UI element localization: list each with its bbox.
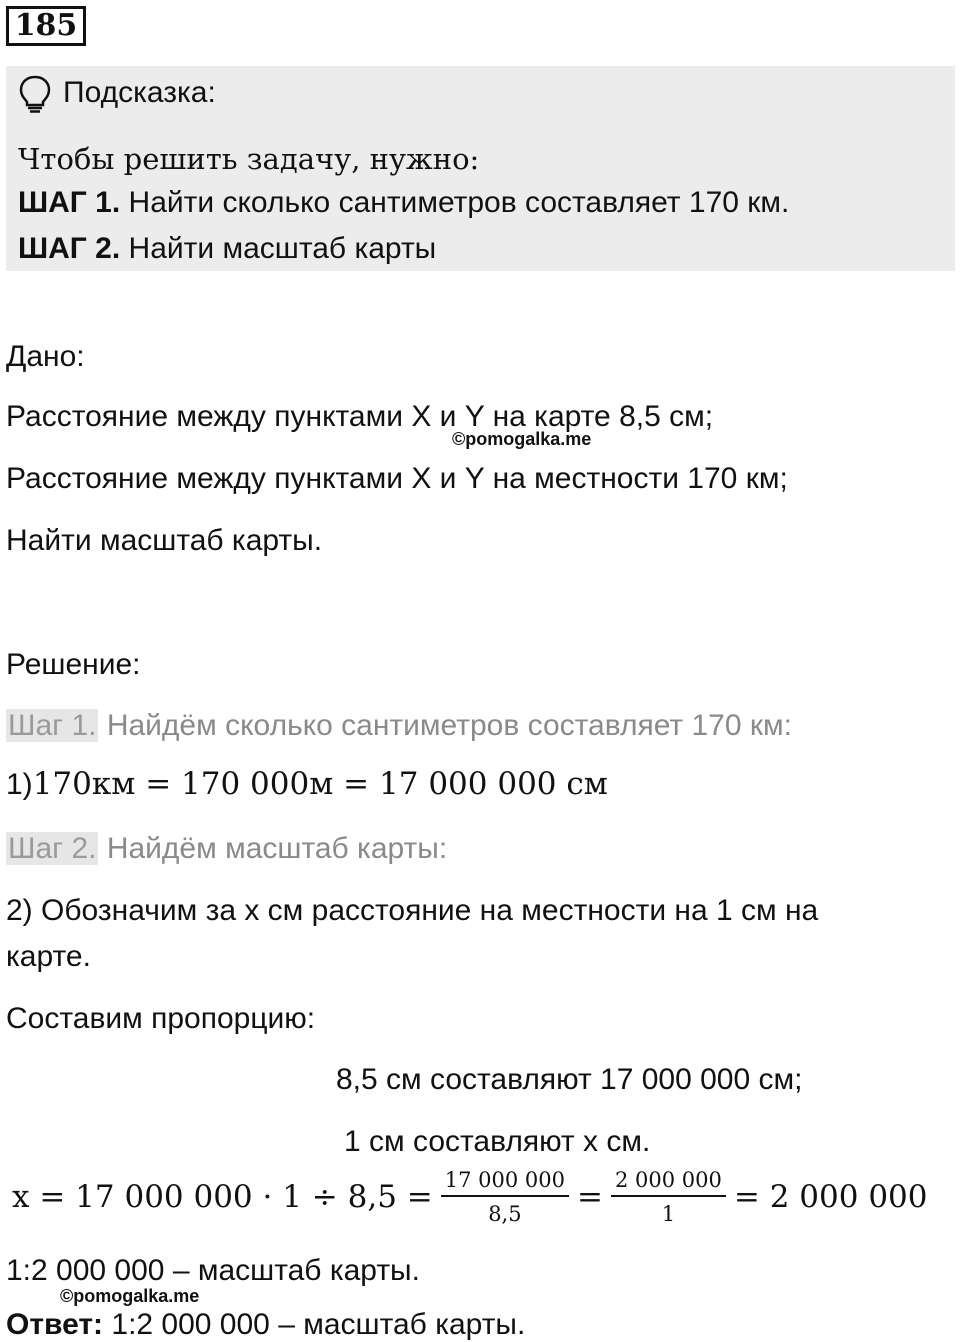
- lightbulb-icon: [18, 74, 52, 114]
- task-number: 185: [6, 6, 86, 46]
- given-heading: Дано:: [6, 340, 85, 373]
- fraction-2-denominator: 1: [661, 1202, 676, 1226]
- equation-2-mid: =: [577, 1179, 603, 1215]
- proportion-intro: Составим пропорцию:: [6, 1002, 316, 1035]
- scale-line: 1:2 000 000 – масштаб карты.: [6, 1254, 420, 1287]
- solution-step-2-label: Шаг 2.: [8, 832, 97, 865]
- solution-step-1: [6, 709, 792, 743]
- given-line-3: Найти масштаб карты.: [6, 524, 323, 557]
- answer-label: Ответ:: [6, 1308, 104, 1341]
- fraction-1: [441, 1167, 569, 1227]
- equation-1-prefix: 1): [6, 768, 33, 801]
- solution-step-2: [6, 832, 447, 866]
- paragraph-2-line-1: 2) Обозначим за x см расстояние на местности на 1 см на: [6, 894, 819, 927]
- watermark-bottom: ©pomogalka.me: [60, 1286, 200, 1306]
- hint-step-2-label: ШАГ 2.: [18, 232, 121, 265]
- equation-2-lhs: x = 17 000 000 · 1 ÷ 8,5 =: [12, 1179, 433, 1215]
- equation-1-math: 170км = 170 000м = 17 000 000 см: [32, 766, 608, 802]
- equation-2-rhs: = 2 000 000: [733, 1179, 928, 1215]
- hint-step-1-text: Найти сколько сантиметров составляет 170 км.: [120, 186, 790, 219]
- hint-step-2-text: Найти масштаб карты: [120, 232, 437, 265]
- hint-step-1: [18, 186, 789, 220]
- equation-2: [12, 1166, 928, 1228]
- solution-step-2-text: Найдём масштаб карты:: [98, 832, 448, 865]
- hint-step-1-label: ШАГ 1.: [18, 186, 121, 219]
- proportion-line-1: 8,5 см составляют 17 000 000 см;: [336, 1063, 803, 1096]
- hint-step-2: [18, 232, 436, 266]
- given-line-1: Расстояние между пунктами X и Y на карте 8,5 см;: [6, 400, 714, 433]
- solution-step-1-text: Найдём сколько сантиметров составляет 170 км:: [98, 709, 792, 742]
- hint-title: Подсказка:: [63, 76, 216, 109]
- watermark-top: ©pomogalka.me: [452, 429, 592, 449]
- fraction-1-numerator: 17 000 000: [441, 1167, 569, 1197]
- equation-1: [6, 766, 608, 802]
- answer-text: 1:2 000 000 – масштаб карты.: [103, 1308, 526, 1341]
- given-line-2: Расстояние между пунктами X и Y на местности 170 км;: [6, 462, 788, 495]
- fraction-1-denominator: 8,5: [488, 1202, 522, 1226]
- hint-intro: Чтобы решить задачу, нужно:: [18, 142, 480, 176]
- solution-heading: Решение:: [6, 648, 141, 681]
- fraction-2-numerator: 2 000 000: [611, 1167, 726, 1197]
- fraction-2: [611, 1167, 726, 1227]
- proportion-line-2: 1 см составляют x см.: [344, 1125, 651, 1158]
- answer-line: [6, 1308, 525, 1342]
- solution-step-1-label: Шаг 1.: [8, 709, 97, 742]
- paragraph-2-line-2: карте.: [6, 940, 91, 973]
